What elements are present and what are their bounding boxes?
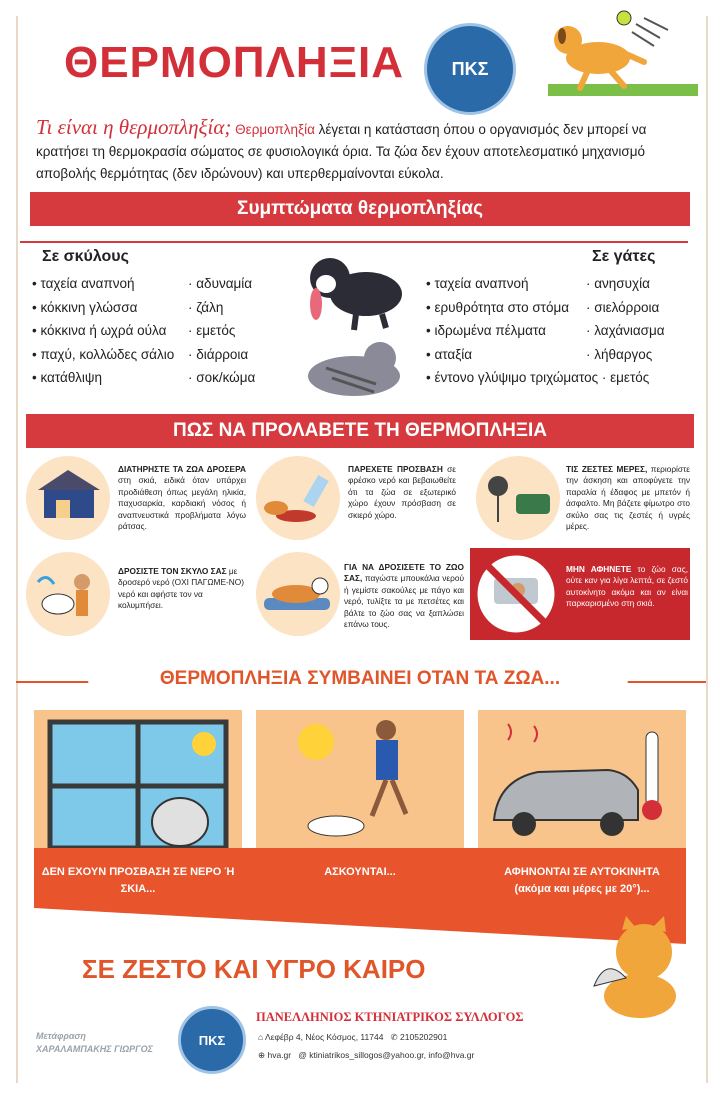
list-item: · ζάλη	[188, 299, 224, 315]
address: Λεφέβρ 4, Νέος Κόσμος, 11744	[265, 1032, 384, 1042]
tip-bold: ΔΡΟΣΙΣΤΕ ΤΟΝ ΣΚΥΛΟ ΣΑΣ	[118, 566, 227, 576]
playing-dog-illustration	[528, 6, 704, 102]
email-links[interactable]: ktiniatrikos_sillogos@yahoo.gr, info@hva.gr	[309, 1050, 475, 1060]
hot-weather-heading: ΣΕ ΖΕΣΤΟ ΚΑΙ ΥΓΡΟ ΚΑΙΡΟ	[82, 954, 426, 984]
panel-exercise	[256, 710, 464, 848]
tip-text: στη σκιά, ειδικά όταν υπάρχει προδιάθεση όπως μεγάλη ηλικία, παχυσαρκία, καρδιακή νόσος ή αναπνευστικά προβλήματα λόγω ράτσας.	[118, 475, 246, 532]
no-dog-in-car-icon	[470, 548, 562, 640]
tip-bold: ΔΙΑΤΗΡΗΣΤΕ ΤΑ ΖΩΑ ΔΡΟΣΕΡΑ	[118, 464, 246, 474]
tip-hot-days	[566, 464, 690, 532]
symptoms-banner-text: Συμπτώματα θερμοπληξίας	[237, 198, 483, 219]
prevention-banner-text: ΠΩΣ ΝΑ ΠΡΟΛΑΒΕΤΕ ΤΗ ΘΕΡΜΟΠΛΗΞΙΑ	[172, 420, 548, 441]
cat-on-ice-illustration	[256, 552, 340, 636]
footer-logo	[178, 1006, 246, 1074]
tip-bold: ΤΙΣ ΖΕΣΤΕΣ ΜΕΡΕΣ,	[566, 464, 648, 474]
page-title: ΘΕΡΜΟΠΛΗΞΙΑ	[64, 38, 405, 87]
caption-hot-car-note: (ακόμα και μέρες με 20°)...	[514, 883, 650, 895]
intro-question: Τι είναι η θερμοπληξία;	[36, 115, 232, 139]
tip-text: σε φρέσκο νερό και βεβαιωθείτε ότι τα ζώα σε εξωτερικό χώρο έχουν πρόσβαση σε σκιερό χώρο.	[348, 464, 456, 520]
list-item: • ερυθρότητα στο στόμα	[426, 299, 570, 315]
translator-name: ΧΑΡΑΛΑΜΠΑΚΗΣ ΓΙΩΡΓΟΣ	[36, 1044, 153, 1054]
list-item: • ιδρωμένα πέλματα	[426, 323, 546, 338]
list-item: • ταχεία αναπνοή	[32, 276, 135, 291]
website-link[interactable]: hva.gr	[267, 1050, 292, 1060]
list-item: · σοκ/κώμα	[188, 370, 256, 385]
footer-org-name: ΠΑΝΕΛΛΗΝΙΟΣ ΚΤΗΝΙΑΤΡΙΚΟΣ ΣΥΛΛΟΓΟΣ	[256, 1010, 524, 1024]
list-item: · λαχάνιασμα	[586, 323, 665, 338]
list-item: · σιελόρροια	[586, 299, 660, 315]
caption-hot-car: ΑΦΗΝΟΝΤΑΙ ΣΕ ΑΥΤΟΚΙΝΗΤΑ	[504, 866, 660, 878]
intro-paragraph	[36, 116, 686, 185]
logo-text: ΠΚΣ	[198, 1032, 226, 1048]
list-item: • κόκκινη γλώσσα	[32, 299, 138, 315]
tip-bold: ΜΗΝ ΑΦΗΝΕΤΕ	[566, 564, 632, 574]
shade-house-illustration	[26, 456, 110, 540]
association-logo	[424, 23, 516, 115]
panel-hot-car	[478, 710, 686, 848]
tip-text: περιορίστε την άσκηση και αποφύγετε την παραλία ή έδαφος με μπετόν ή άσφαλτο. Μη βάζετε φίμωτρο στο σκύλο σας τις ζεστές ή υγρές μέρες.	[566, 464, 690, 532]
dogs-heading: Σε σκύλους	[42, 248, 129, 265]
dogs-symptoms-list-2	[188, 272, 255, 390]
tip-dont-leave-in-car	[566, 564, 688, 610]
phone: 2105202901	[400, 1032, 448, 1042]
list-item: · διάρροια	[188, 346, 249, 362]
list-item: · λήθαργος	[586, 346, 653, 362]
cooling-dog-illustration	[26, 552, 110, 636]
logo-text: ΠΚΣ	[451, 58, 489, 79]
footer-contact-line	[258, 1050, 474, 1061]
intro-text: λέγεται η κατάσταση όπου ο οργανισμός δεν μπορεί να κρατήσει τη θερμοκρασία σώματος σε φυσιολογικά όρια. Τα ζώα δεν έχουν αποτελεσματικό μηχανισμό αποβολής θερμότητας (δεν ιδρώνουν) και υπερθερμαίνονται εύκολα.	[36, 122, 647, 181]
list-item: • αταξία	[426, 346, 473, 362]
cats-symptoms-list-2	[586, 272, 665, 366]
panel-no-water	[34, 710, 242, 848]
sick-dog-and-cat-illustration	[296, 246, 412, 406]
list-item: • ταχεία αναπνοή	[426, 276, 529, 291]
globe-icon: ⊕	[258, 1050, 268, 1060]
cat-with-fan-illustration	[586, 916, 690, 1020]
tip-bold: ΠΑΡΕΧΕΤΕ ΠΡΟΣΒΑΣΗ	[348, 464, 443, 474]
happens-title: ΘΕΡΜΟΠΛΗΞΙΑ ΣΥΜΒΑΙΝΕΙ ΟΤΑΝ ΤΑ ΖΩΑ...	[159, 668, 561, 689]
translation-label: Μετάφραση	[36, 1031, 86, 1041]
tip-ice-packs	[344, 562, 464, 630]
list-item: · ανησυχία	[586, 276, 650, 291]
caption-no-water: ΔΕΝ ΕΧΟΥΝ ΠΡΟΣΒΑΣΗ ΣΕ ΝΕΡΟ Ή ΣΚΙΑ...	[41, 866, 235, 895]
cats-heading: Σε γάτες	[592, 248, 656, 265]
list-item: • κατάθλιψη	[32, 370, 102, 385]
tip-bold: ΓΙΑ ΝΑ ΔΡΟΣΙΣΕΤΕ ΤΟ ΖΩΟ ΣΑΣ,	[344, 562, 464, 584]
tip-water-access	[348, 464, 456, 521]
dogs-symptoms-list-1	[32, 272, 174, 390]
footer-address-line	[258, 1032, 447, 1043]
prevention-banner	[26, 414, 694, 448]
home-icon: ⌂	[258, 1032, 266, 1042]
phone-icon: ✆	[390, 1032, 401, 1042]
list-item: • έντονο γλύψιμο τριχώματος · εμετός	[426, 370, 650, 385]
tip-text: παγώστε μπουκάλια νερού ή γεμίστε σακούλες με πάγο και νερό, τυλίξτε τα με πετσέτες και βάλτε το ζώο σας να ξαπλώσει επάνω τους.	[344, 573, 464, 630]
list-item: • κόκκινα ή ωχρά ούλα	[32, 323, 167, 338]
tip-text: το ζώο σας, ούτε καν για λίγα λεπτά, σε ζεστό αυτοκίνητο ακόμα και αν είναι παρκαρισμένο στη σκιά.	[566, 564, 689, 609]
caption-exercise: ΑΣΚΟΥΝΤΑΙ...	[324, 866, 396, 878]
symptoms-banner	[30, 192, 690, 226]
hot-days-illustration	[476, 456, 560, 540]
at-icon: @	[298, 1050, 310, 1060]
list-item: • παχύ, κολλώδες σάλιο	[32, 346, 175, 362]
water-bowl-illustration	[256, 456, 340, 540]
tip-cool-dog	[118, 566, 246, 612]
list-item: · αδυναμία	[188, 276, 253, 291]
tip-text: με δροσερό νερό (ΟΧΙ ΠΑΓΩΜΕ-ΝΟ) νερό και αφήστε τον να κολυμπήσει.	[118, 566, 244, 611]
intro-highlight: Θερμοπληξία	[235, 122, 315, 137]
list-item: · εμετός	[188, 323, 236, 338]
tip-keep-cool	[118, 464, 246, 532]
divider-line	[20, 241, 688, 243]
